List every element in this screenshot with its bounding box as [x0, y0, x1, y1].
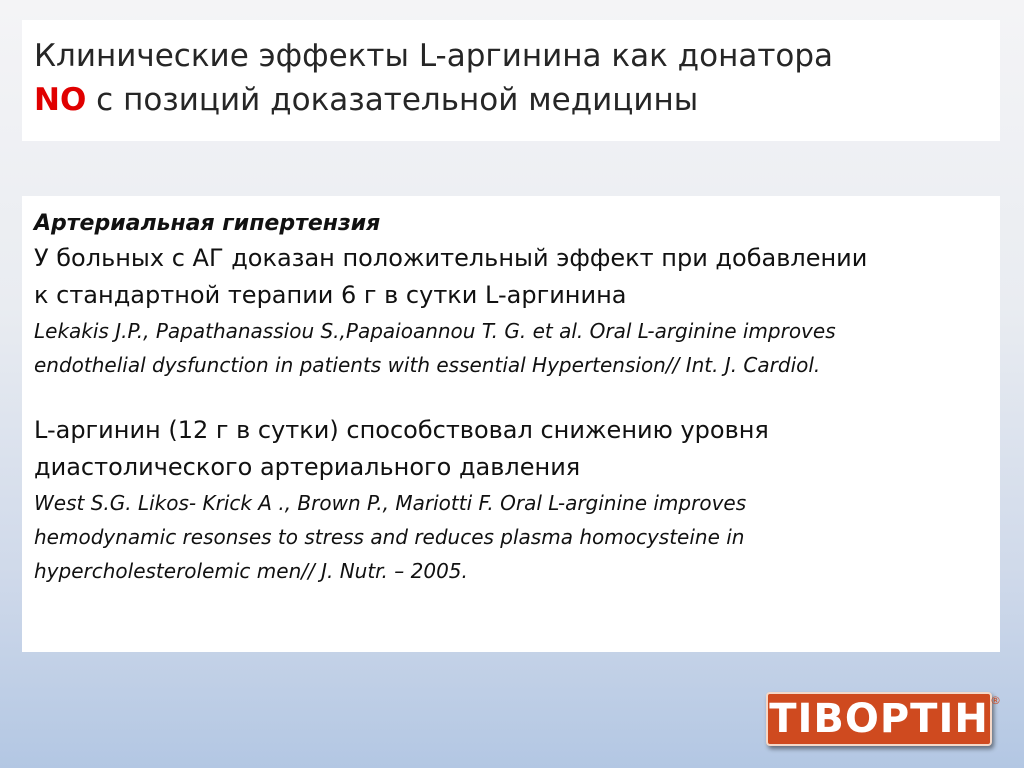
content-box — [22, 196, 1000, 652]
title-box — [22, 20, 1000, 141]
registered-mark: ® — [990, 694, 1001, 707]
title-accent-no: NO — [34, 82, 87, 118]
title-line-2 — [34, 78, 1000, 122]
block2-text: L-аргинин (12 г в сутки) способствовал снижению уровня диастолического артериального давления — [34, 416, 769, 481]
logo-text: ТІВОРТІН — [769, 696, 989, 742]
block1-text: У больных с АГ доказан положительный эффект при добавлении к стандартной терапии 6 г в сутки L-аргинина — [34, 244, 868, 309]
section-gap — [34, 382, 1000, 412]
brand-logo — [766, 692, 1000, 746]
title-line-1: Клинические эффекты L-аргинина как донатора — [34, 38, 834, 74]
block2-reference: West S.G. Likos- Krick A ., Brown P., Mariotti F. Oral L-arginine improves hemodynamic resonses to stress and reduces plasma homocysteine in hypercholesterolemic men// J. Nutr. – 2005. — [34, 491, 747, 583]
section-heading: Артериальная гипертензия — [34, 211, 381, 236]
block1-reference: Lekakis J.P., Papathanassiou S.,Papaioannou T. G. et al. Oral L-arginine improves endothelial dysfunction in patients with essential Hypertension// Int. J. Cardiol. — [34, 319, 836, 377]
title-line-2-rest: с позиций доказательной медицины — [86, 82, 699, 118]
